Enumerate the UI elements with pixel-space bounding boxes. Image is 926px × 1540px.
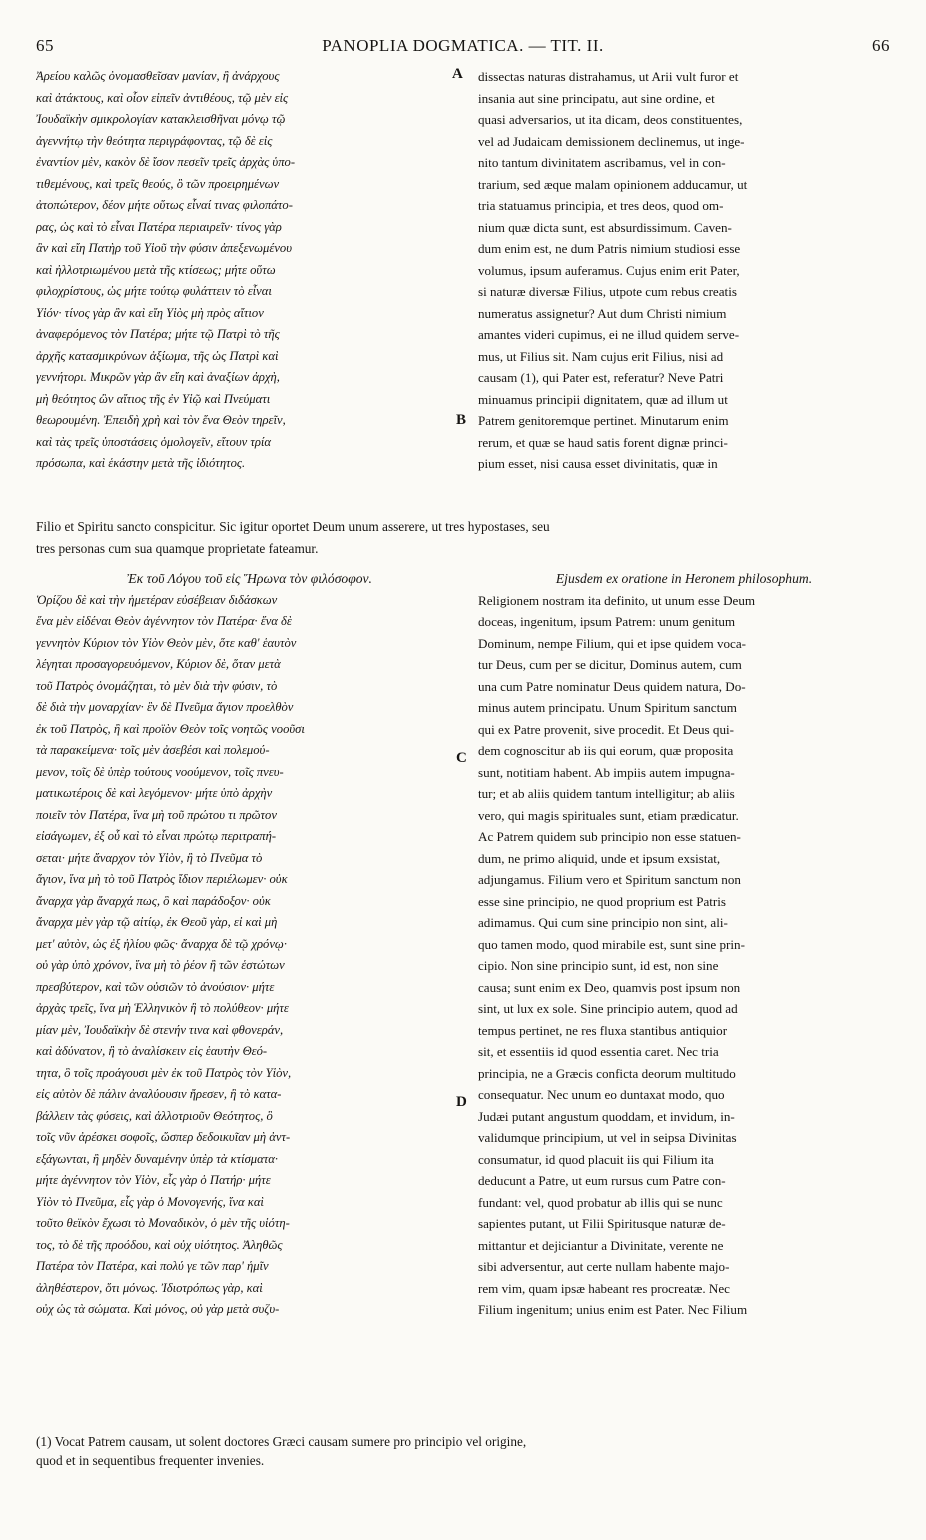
greek-text-line: τὰ παρακείμενα· τοῖς μὲν ἀσεβέσι καὶ πολεμού- (36, 743, 270, 757)
greek-text-line: καὶ ἠλλοτριωμένου μετὰ τῆς κτίσεως; μήτε οὕτω (36, 262, 276, 277)
latin-text-line: sit, et essentiis id quod essentia caret. Nec tria (478, 1044, 719, 1059)
full-width-text-line: tres personas cum sua quamque proprietate fateamur. (36, 540, 319, 556)
latin-text-line: Filium ingenitum; unius enim est Pater. Nec Filium (478, 1302, 748, 1317)
latin-text-line: quasi adversarios, ut ita dicam, deos constituentes, (478, 112, 743, 127)
latin-text-line: sint, ut lux ex sole. Sine principio autem, quod ad (478, 1001, 738, 1016)
latin-text-line: quo tamen modo, quod mirabile est, sunt sine prin- (478, 936, 745, 952)
latin-text-line: tur Deus, cum per se dicitur, Dominus autem, cum (478, 657, 742, 672)
greek-text-line: φιλοχρίστους, ὡς μήτε τούτῳ φυλάττειν τὸ εἶναι (36, 284, 272, 298)
margin-marker-c: C (456, 750, 467, 766)
latin-text-line: pium esset, nisi causa esset divinitatis, quæ in (478, 456, 718, 471)
page-number-left: 65 (36, 36, 54, 55)
latin-text-line: rerum, et quæ se haud satis forent dignæ princi- (478, 434, 728, 450)
latin-column-section-1 (478, 66, 890, 475)
greek-text-line: γεννήτορι. Μικρῶν γὰρ ἂν εἴη καὶ ἀναξίων ἀρχὴ, (36, 370, 280, 384)
greek-text-line: τοῖς νῦν ἀρέσκει σοφοῖς, ὥσπερ δεδοικυῖαν μὴ ἀντ- (36, 1130, 291, 1144)
greek-text-line: ἅγιον, ἵνα μὴ τὸ τοῦ Πατρὸς ἴδιον περιέλωμεν· οὐκ (36, 872, 288, 886)
running-title: PANOPLIA DOGMATICA. — TIT. II. (322, 36, 604, 55)
latin-text-line: rem vim, quam ipsæ habeant res procreatæ. Nec (478, 1280, 730, 1296)
greek-column-section-1 (36, 66, 463, 475)
latin-text-line: esse sine principio, ne quod proprium est Patris (478, 893, 727, 909)
greek-text-line: ἂν καὶ εἴη Πατὴρ τοῦ Υἱοῦ τὴν φύσιν ἀπεξενωμένου (36, 241, 292, 255)
greek-text-line: πρεσβύτερον, καὶ τῶν οὐσιῶν τὸ ἀνούσιον· μήτε (36, 979, 275, 994)
latin-text-line: cipio. Non sine principio sunt, id est, non sine (478, 958, 719, 973)
greek-text-line: εἰσάγωμεν, ἐξ οὗ καὶ τὸ εἶναι πρώτῳ περιτραπή- (36, 829, 277, 843)
latin-text-line: qui ex Patre provenit, sive procedit. Et Deus qui- (478, 721, 734, 737)
margin-marker-d: D (456, 1094, 467, 1110)
greek-text-line: δὲ διὰ τὴν μοναρχίαν· ἓν δὲ Πνεῦμα ἅγιον προελθὸν (36, 700, 294, 714)
latin-text-line: si naturæ diversæ Filius, utpote cum rebus creatis (478, 284, 737, 299)
latin-text-line: Patrem genitoremque pertinet. Minutarum enim (478, 413, 729, 428)
greek-text-line: ἐναντίον μὲν, κακὸν δὲ ἴσον πεσεῖν τρεῖς ἀρχὰς ὑπο- (36, 155, 296, 169)
greek-text-line: πρόσωπα, καὶ ἑκάστην μετὰ τῆς ἰδιότητος. (36, 456, 246, 470)
greek-text-line: εἰς αὐτὸν δὲ πάλιν ἀναλύουσιν ἤρεσεν, ἢ τὸ κατα- (36, 1087, 282, 1101)
latin-text-line: minus autem principatu. Unum Spiritum sanctum (478, 700, 737, 715)
greek-text-line: ἕνα μὲν εἰδέναι Θεὸν ἀγέννητον τὸν Πατέρα· ἕνα δὲ (36, 614, 292, 628)
greek-text-line: μενον, τοῖς δὲ ὑπὲρ τούτους νοούμενον, τοῖς πνευ- (36, 764, 284, 779)
greek-text-line: οὐ γὰρ ὑπὸ χρόνον, ἵνα μὴ τὸ ῥέον ἢ τῶν ἑστώτων (36, 958, 285, 972)
full-width-continuation (36, 516, 891, 559)
latin-text-line: tempus pertinet, ne res fluxa stantibus antiquior (478, 1022, 728, 1038)
latin-text-line: consequatur. Nec unum eo duntaxat modo, quo (478, 1087, 725, 1102)
latin-text-line: deducunt a Patre, ut eum rursus cum Patre con- (478, 1173, 726, 1188)
greek-text-line: ἐκ τοῦ Πατρὸς, ἢ καὶ προϊὸν Θεὸν τοῖς νοητῶς νοοῦσι (36, 721, 305, 736)
latin-text-line: fundant: vel, quod probatur ab illis qui se nunc (478, 1194, 723, 1210)
greek-text-line: ἀρχῆς κατασμικρύνων ἀξίωμα, τῆς ὡς Πατρὶ καὶ (36, 348, 279, 363)
latin-text-line: Religionem nostram ita definito, ut unum esse Deum (478, 592, 756, 608)
greek-section-heading: Ἐκ τοῦ Λόγου τοῦ εἰς Ἥρωνα τὸν φιλόσοφον. (127, 571, 372, 586)
latin-text-line: Dominum, nempe Filium, qui et ipse quidem voca- (478, 635, 747, 651)
greek-text-line: ματικωτέροις δὲ καὶ λεγόμενον· μήτε ὑπὸ ἀρχὴν (36, 786, 273, 800)
latin-text-line: sunt, notitiam habent. Ab impiis autem impugna- (478, 764, 735, 780)
latin-text-line: causa; sunt enim ex Deo, quamvis post ipsum non (478, 979, 741, 995)
greek-text-line: τοῦ Πατρὸς ὀνομάζηται, τὸ μὲν διὰ τὴν φύσιν, τὸ (36, 678, 278, 693)
latin-text-line: adjungamus. Filium vero et Spiritum sanctum non (478, 872, 741, 887)
footnote (36, 1432, 891, 1470)
latin-text-line: dem cognoscitur ab iis qui eorum, quæ proposita (478, 743, 734, 758)
greek-text-line: Ἰουδαϊκὴν σμικρολογίαν κατακλεισθῆναι μόνῳ τῷ (36, 112, 286, 126)
latin-text-line: tria statuamus principia, et tres deos, quod om- (478, 198, 724, 213)
greek-text-line: καὶ τὰς τρεῖς ὑποστάσεις ὁμολογεῖν, εἴτουν τρία (36, 434, 272, 449)
latin-text-line: minuamus principii dignitatem, quæ ad illum ut (478, 391, 728, 407)
margin-marker-b: B (456, 412, 467, 428)
latin-text-line: principia, ne a Græcis conficta deorum multitudo (478, 1065, 736, 1081)
greek-text-line: Υἱόν· τίνος γὰρ ἂν καὶ εἴη Υἱὸς μὴ πρὸς αἴτιον (36, 305, 264, 320)
latin-text-line: Ac Patrem quidem sub principio non esse statuen- (478, 829, 741, 844)
greek-text-line: βάλλειν τὰς φύσεις, καὶ ἀλλοτριοῦν Θεότητος, ὃ (36, 1108, 273, 1123)
latin-text-line: mus, ut Filius sit. Nam cujus erit Filius, nisi ad (478, 348, 724, 364)
greek-text-line: Ἀρείου καλῶς ὀνομασθεῖσαν μανίαν, ἢ ἀνάρχους (36, 69, 280, 83)
greek-text-line: μίαν μὲν, Ἰουδαϊκὴν δὲ στενήν τινα καὶ φθονεράν, (36, 1022, 284, 1037)
latin-text-line: numeratus assignetur? Aut dum Christi nimium (478, 305, 727, 321)
latin-text-line: adimamus. Qui cum sine principio non sint, ali- (478, 915, 728, 930)
greek-text-line: σεται· μήτε ἄναρχον τὸν Υἱὸν, ἢ τὸ Πνεῦμα τὸ (36, 850, 263, 865)
greek-text-line: ἀληθέστερον, ὅτι μόνως. Ἰδιοτρόπως γὰρ, καὶ (36, 1280, 263, 1295)
greek-text-line: ποιεῖν τὸν Πατέρα, ἵνα μὴ τοῦ πρώτου τι πρῶτον (36, 807, 277, 822)
greek-text-line: Πατέρα τὸν Πατέρα, καὶ πολύ γε τῶν παρ' ἡμῖν (36, 1259, 269, 1273)
greek-text-line: Υἱὸν τὸ Πνεῦμα, εἷς γὰρ ὁ Μονογενής, ἵνα καὶ (36, 1194, 264, 1209)
greek-text-line: καὶ ἀτάκτους, καὶ οἷον εἰπεῖν ἀντιθέους, τῷ μὲν εἰς (36, 90, 289, 105)
greek-text-line: τοῦτο θεϊκὸν ἔχωσι τὸ Μοναδικὸν, ὁ μὲν τῆς υἱότη- (36, 1216, 290, 1230)
latin-text-line: doceas, ingenitum, ipsum Patrem: unum genitum (478, 614, 736, 629)
latin-column-section-2 (478, 568, 890, 1321)
greek-text-line: μετ' αὐτὸν, ὡς ἐξ ἡλίου φῶς· ἄναρχα δὲ τῷ χρόνῳ· (36, 936, 287, 951)
margin-marker-a: A (452, 66, 463, 82)
greek-text-line: τιθεμένους, καὶ τρεῖς θεούς, ὃ τῶν προειρημένων (36, 176, 280, 191)
latin-text-line: dum enim est, ne dum Patris nimium studiosi esse (478, 241, 741, 256)
latin-text-line: dissectas naturas distrahamus, ut Arii vult furor et (478, 69, 739, 84)
greek-text-line: Ὁρίζου δὲ καὶ τὴν ἡμετέραν εὐσέβειαν διδάσκων (36, 592, 278, 607)
greek-text-line: ἀγεννήτῳ τὴν θεότητα περιγράφοντας, τῷ δὲ εἰς (36, 133, 273, 148)
greek-text-line: ρας, ὡς καὶ τὸ εἶναι Πατέρα περιαιρεῖν· τίνος γὰρ (36, 219, 282, 234)
latin-text-line: nito tantum divinitatem ascribamus, vel in con- (478, 155, 726, 170)
latin-section-heading: Ejusdem ex oratione in Heronem philosophum. (555, 571, 813, 586)
greek-text-line: μὴ θεότητος ὢν αἴτιος τῆς ἐν Υἱῷ καὶ Πνεύματι (36, 391, 271, 406)
full-width-text-line: Filio et Spiritu sancto conspicitur. Sic igitur oportet Deum unum asserere, ut tres hypostases, seu (36, 519, 550, 534)
latin-text-line: volumus, ipsum auferamus. Cujus enim erit Pater, (478, 262, 740, 278)
greek-text-line: καὶ ἀδύνατον, ἢ τὸ ἀναλίσκειν εἰς ἑαυτὴν Θεό- (36, 1044, 268, 1058)
latin-text-line: vel ad Judaicam demissionem declinemus, ut inge- (478, 133, 745, 149)
page-number-right: 66 (872, 36, 890, 55)
greek-text-line: εξάγωνται, ἢ μηδὲν δυναμένην ὑπὲρ τὰ κτίσματα· (36, 1151, 278, 1166)
latin-text-line: causam (1), qui Pater est, referatur? Neve Patri (478, 370, 724, 385)
latin-text-line: consumatur, id quod placuit iis qui Filium ita (478, 1151, 714, 1167)
greek-text-line: τος, τὸ δὲ τῆς προόδου, καὶ οὐχ υἱότητος. Ἀληθῶς (36, 1237, 283, 1252)
greek-text-line: ἀρχὰς τρεῖς, ἵνα μὴ Ἑλληνικὸν ἢ τὸ πολύθεον· μήτε (36, 1001, 289, 1015)
greek-text-line: ἄναρχα γὰρ ἄναρχά πως, ὃ καὶ παράδοξον· οὐκ (36, 893, 271, 908)
latin-text-line: vero, qui magis spirituales sunt, etiam prædicatur. (478, 807, 739, 823)
greek-text-line: τητα, ὃ τοῖς προάγουσι μὲν ἐκ τοῦ Πατρὸς τὸν Υἱὸν, (36, 1065, 292, 1080)
greek-text-line: γεννητὸν Κύριον τὸν Υἱὸν Θεὸν μὲν, ὅτε καθ' ἑαυτὸν (36, 635, 297, 650)
running-header (36, 36, 890, 64)
latin-text-line: mittantur et dejiciantur a Divinitate, verente ne (478, 1237, 724, 1253)
greek-text-line: ἀναφερόμενος τὸν Πατέρα; μήτε τῷ Πατρὶ τὸ τῆς (36, 327, 280, 341)
latin-text-line: una cum Patre nominatur Deus quidem natura, Do- (478, 678, 746, 694)
latin-text-line: trarium, sed æque malam opinionem adducamur, ut (478, 176, 748, 192)
greek-text-line: ἄναρχα μὲν γὰρ τῷ αἰτίῳ, ἐκ Θεοῦ γὰρ, εἰ καὶ μὴ (36, 915, 278, 929)
greek-text-line: λέγηται προσαγορευόμενον, Κύριον δὲ, ὅταν μετὰ (36, 657, 281, 671)
latin-text-line: amantes videri cupimus, ei ne illud quidem serve- (478, 327, 740, 342)
latin-text-line: insania aut sine principatu, aut sine ordine, et (478, 90, 715, 106)
greek-column-section-2 (36, 568, 463, 1321)
latin-text-line: validumque principium, ut vel in seipsa Divinitas (478, 1130, 737, 1145)
latin-text-line: sapientes putant, ut Filii Spiritusque naturæ de- (478, 1216, 726, 1231)
latin-text-line: Judæi putant angustum quoddam, et invidum, in- (478, 1108, 735, 1124)
greek-text-line: μήτε ἀγέννητον τὸν Υἱὸν, εἷς γὰρ ὁ Πατήρ· μήτε (36, 1173, 271, 1187)
latin-text-line: sibi adversentur, aut certe nullam habente majo- (478, 1259, 730, 1274)
latin-text-line: tur; et ab aliis quidem tantum intelligitur; ab aliis (478, 786, 735, 801)
greek-text-line: ἀτοπώτερον, δέον μήτε οὕτως εἶναί τινας φιλοπάτο- (36, 198, 293, 212)
footnote-line: (1) Vocat Patrem causam, ut solent doctores Græci causam sumere pro principio vel origine, (36, 1434, 527, 1449)
footnote-line: quod et in sequentibus frequenter invenies. (36, 1453, 265, 1468)
greek-text-line: οὐχ ὡς τὰ σώματα. Καὶ μόνος, οὐ γὰρ μετὰ συζυ- (36, 1302, 280, 1316)
greek-text-line: θεωρουμένη. Ἐπειδὴ χρὴ καὶ τὸν ἕνα Θεὸν τηρεῖν, (36, 413, 286, 427)
latin-text-line: dum, ne primo aliquid, unde et ipsum exsistat, (478, 850, 721, 866)
latin-text-line: nium quæ dicta sunt, est absurdissimum. Caven- (478, 219, 732, 235)
